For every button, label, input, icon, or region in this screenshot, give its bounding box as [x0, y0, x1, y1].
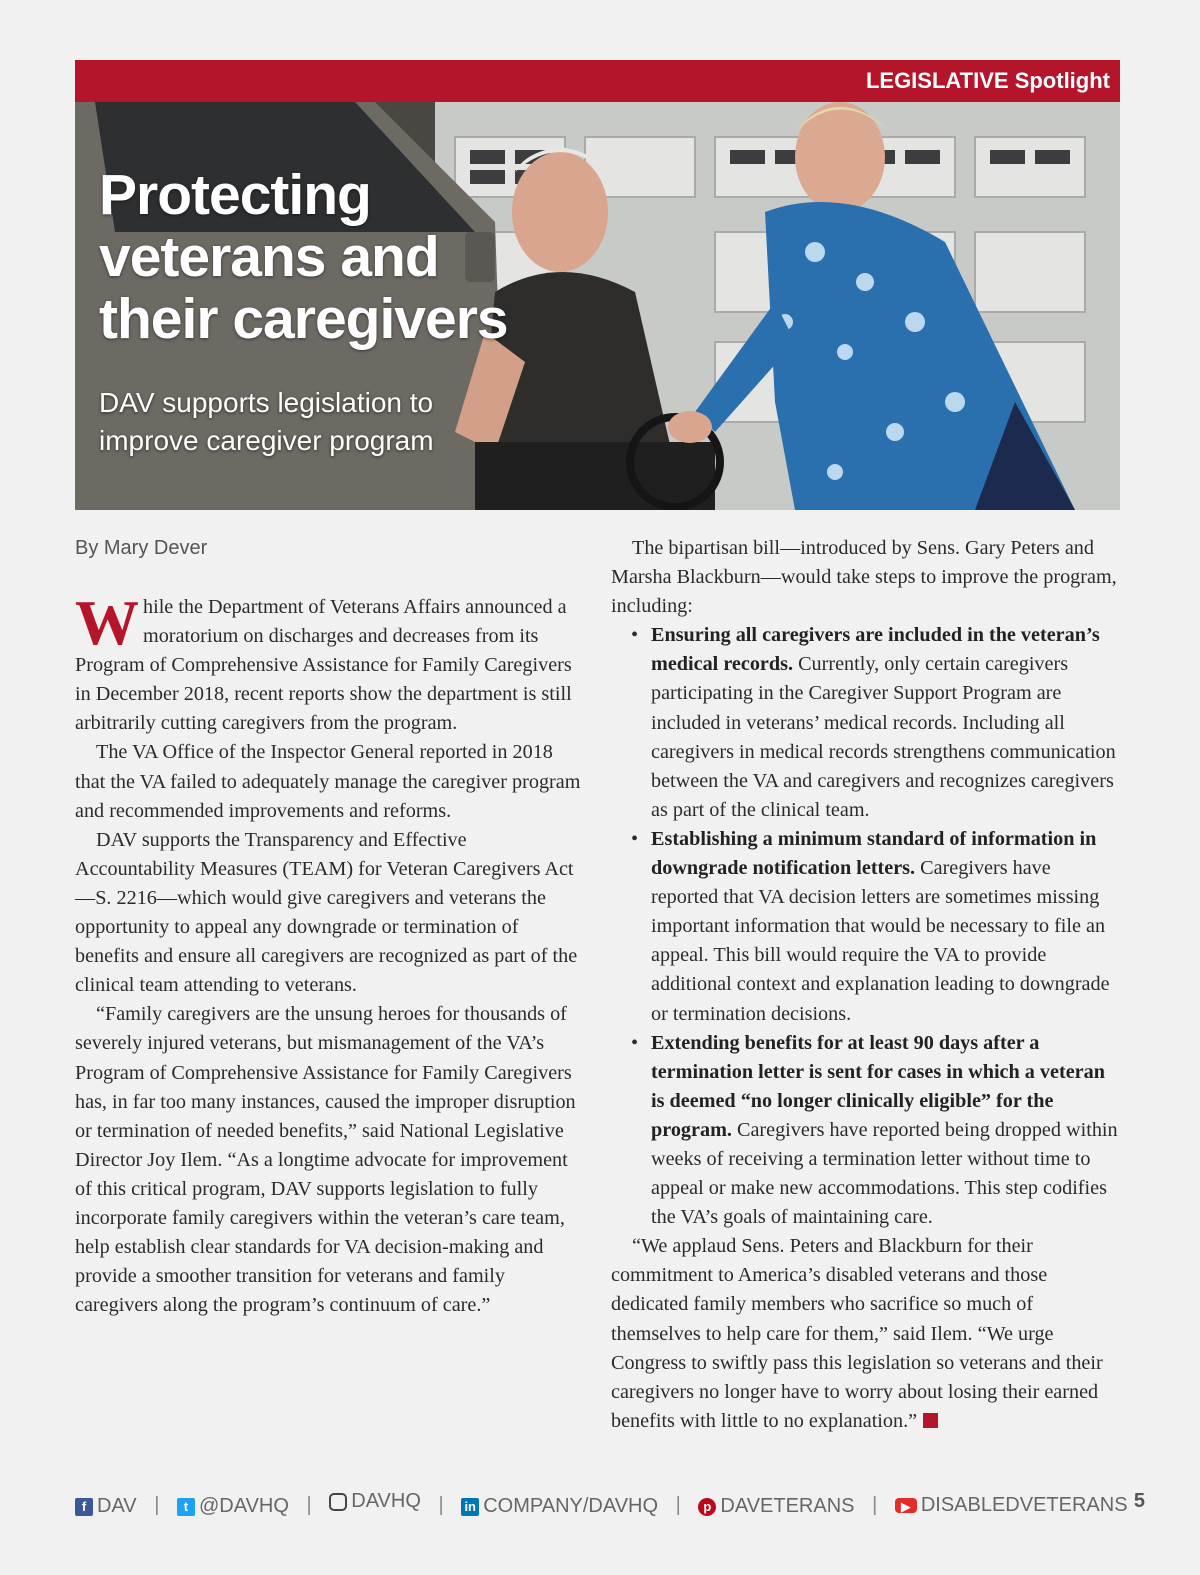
- provision-heading: Establishing a minimum standard of information in downgrade notification letters.: [651, 827, 1097, 880]
- separator: |: [675, 1493, 681, 1516]
- list-item: [651, 1029, 1123, 1233]
- dropcap: W: [75, 587, 139, 658]
- pinterest-icon: p: [698, 1498, 716, 1516]
- instagram-icon: [329, 1493, 347, 1511]
- twitter-handle: @DAVHQ: [198, 1495, 289, 1517]
- provision-text: Caregivers have reported being dropped within weeks of receiving a termination letter without time to appeal or make new accommodations. This step codifies the VA’s goals of maintaining care.: [651, 1118, 1118, 1229]
- separator: |: [872, 1493, 878, 1516]
- list-item: [651, 825, 1123, 1029]
- social-footer: [75, 1490, 1145, 1520]
- provision-heading: Extending benefits for at least 90 days after a termination letter is sent for cases in which a veteran is deemed “no longer clinically eligible” for the program.: [651, 1031, 1105, 1141]
- twitter-icon: t: [177, 1498, 195, 1516]
- facebook-link[interactable]: [75, 1495, 137, 1518]
- article-paragraph-4: “Family caregivers are the unsung heroes for thousands of severely injured veterans, but mismanagement of the VA’s Program of Comprehensive Assistance for Family Caregivers has, in far too many instances, caused the improper disruption or termination of needed benefits,” said National Legislative Director Joy Ilem. “As a longtime advocate for improvement of this critical program, DAV supports legislation to fully incorporate family caregivers within the veteran’s care team, help establish clear standards for VA decision-making and provide a smoother transition for veterans and family caregivers along the program’s continuum of care.”: [75, 1003, 576, 1317]
- byline: By Mary Dever: [75, 537, 208, 559]
- provision-heading: Ensuring all caregivers are included in the veteran’s medical records.: [651, 624, 1100, 676]
- closing-paragraph: [611, 1232, 1123, 1436]
- linkedin-link[interactable]: [461, 1495, 658, 1518]
- closing-text: “We applaud Sens. Peters and Blackburn for their commitment to America’s disabled veterans and those dedicated family members who sacrifice so much of themselves to help care for them,” said Ilem. “We urge Congress to swiftly pass this legislation so veterans and their caregivers no longer have to worry about losing their earned benefits with little to no explanation.”: [611, 1235, 1103, 1432]
- page-number: 5: [1133, 1490, 1145, 1512]
- youtube-handle: DISABLEDVETERANS: [920, 1493, 1128, 1516]
- section-label-rest: Spotlight: [1014, 68, 1110, 93]
- youtube-icon: ▶: [895, 1498, 917, 1513]
- instagram-handle: DAVHQ: [351, 1490, 421, 1512]
- linkedin-handle: COMPANY/DAVHQ: [483, 1495, 659, 1517]
- separator: |: [154, 1493, 160, 1516]
- facebook-handle: DAV: [97, 1495, 137, 1517]
- subheadline: DAV supports legislation to improve caregiver program: [99, 387, 434, 456]
- separator: |: [306, 1493, 312, 1516]
- linkedin-icon: in: [461, 1498, 479, 1516]
- headline: Protecting veterans and their caregivers: [99, 163, 508, 351]
- article-paragraph-2: The VA Office of the Inspector General reported in 2018 that the VA failed to adequately manage the caregiver program and recommended improvements and reforms.: [75, 741, 581, 822]
- pinterest-link[interactable]: [698, 1495, 854, 1518]
- article-paragraph-3: DAV supports the Transparency and Effective Accountability Measures (TEAM) for Veteran Caregivers Act—S. 2216—which would give caregivers and veterans the opportunity to appeal any downgrade or termination of benefits and ensure all caregivers are recognized as part of the clinical team attending to veterans.: [75, 828, 578, 997]
- twitter-link[interactable]: [177, 1495, 289, 1518]
- youtube-link[interactable]: [895, 1494, 1128, 1517]
- provision-text: Caregivers have reported that VA decision letters are sometimes missing important information that would be necessary to file an appeal. This bill would require the VA to provide additional context and explanation leading to downgrade or termination decisions.: [651, 857, 1110, 1025]
- section-banner: [75, 60, 1120, 102]
- instagram-link[interactable]: [329, 1490, 421, 1513]
- facebook-icon: f: [75, 1498, 93, 1516]
- pinterest-handle: DAVETERANS: [720, 1495, 855, 1517]
- provision-text: Currently, only certain caregivers participating in the Caregiver Support Program are included in veterans’ medical records. Including all caregivers in medical records strengthens communication between the VA and caregivers and recognizes caregivers as part of the clinical team.: [651, 653, 1116, 821]
- article-paragraph-1: [75, 587, 587, 738]
- hero-photo: [75, 102, 1120, 510]
- bill-intro-paragraph: The bipartisan bill—introduced by Sens. Gary Peters and Marsha Blackburn—would take steps to improve the program, including:: [611, 537, 1117, 618]
- section-label: [866, 68, 1110, 94]
- list-item: [651, 621, 1123, 825]
- end-mark-icon: [923, 1413, 938, 1428]
- article-column-right: [611, 534, 1123, 1436]
- bill-provisions-list: [611, 621, 1123, 1232]
- section-label-bold: LEGISLATIVE: [865, 68, 1009, 93]
- article-column-left: [75, 587, 587, 1320]
- paragraph-text: hile the Department of Veterans Affairs announced a moratorium on discharges and decreases from its Program of Comprehensive Assistance for Family Caregivers in December 2018, recent reports show the department is still arbitrarily cutting caregivers from the program.: [75, 596, 572, 735]
- separator: |: [438, 1493, 444, 1516]
